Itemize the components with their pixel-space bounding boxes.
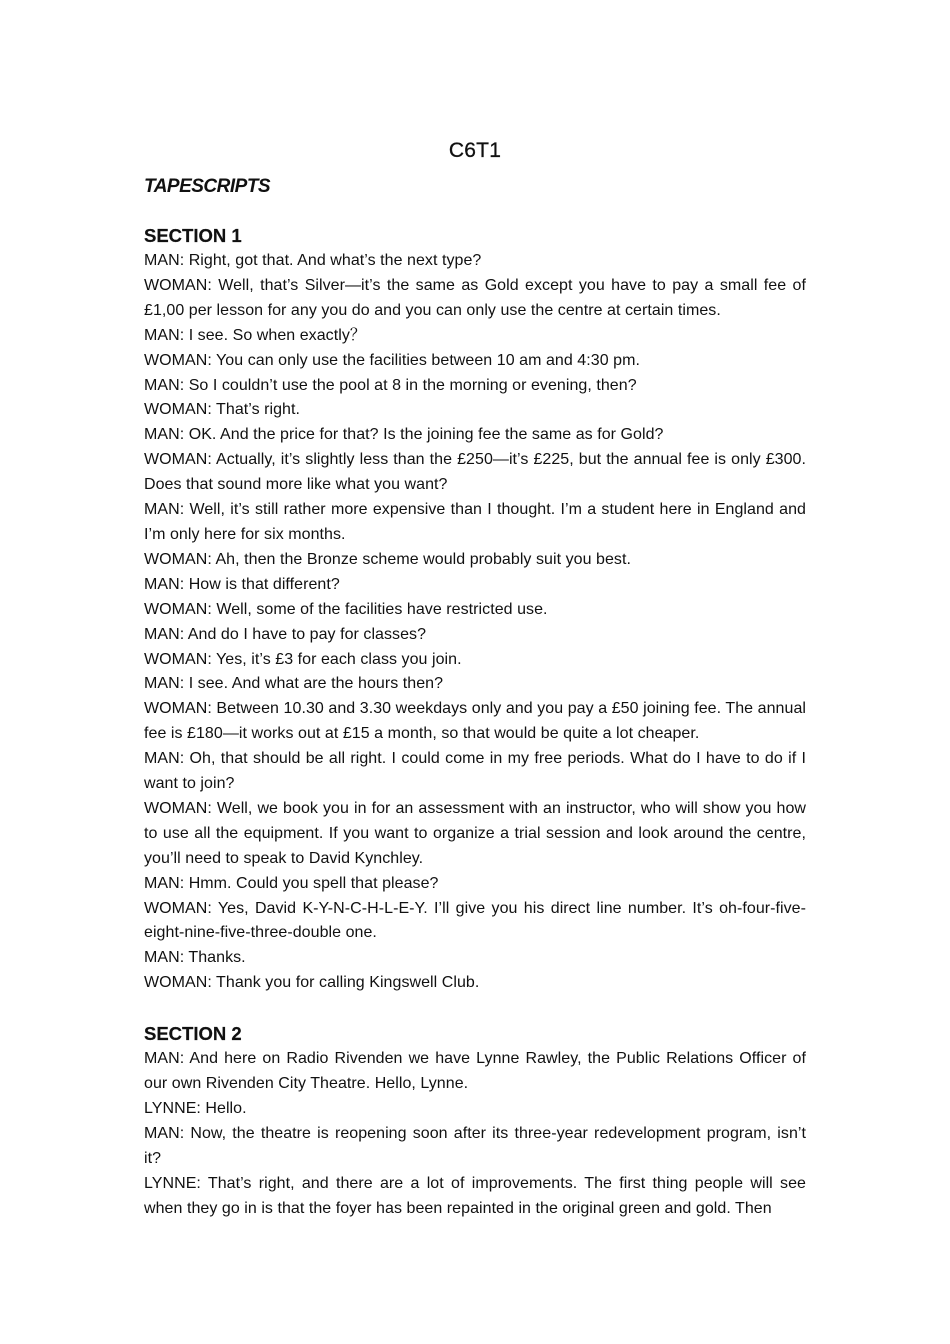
dialogue-line: MAN: Oh, that should be all right. I could come in my free periods. What do I have to do if I want to join?: [144, 750, 806, 793]
dialogue-line: WOMAN: That’s right.: [144, 401, 300, 419]
dialogue-line: MAN: And here on Radio Rivenden we have Lynne Rawley, the Public Relations Officer of our own Rivenden City Theatre. Hello, Lynne.: [144, 1050, 806, 1093]
dialogue-line: WOMAN: Yes, David K-Y-N-C-H-L-E-Y. I’ll give you his direct line number. It’s oh-four-five-eight-nine-five-three-double one.: [144, 899, 806, 942]
section-2: [144, 1021, 806, 1221]
dialogue-line: WOMAN: Thank you for calling Kingswell Club.: [144, 974, 480, 992]
section-1: [144, 223, 806, 996]
dialogue-line: MAN: OK. And the price for that? Is the joining fee the same as for Gold?: [144, 426, 664, 444]
dialogue-line: MAN: I see. And what are the hours then?: [144, 675, 444, 693]
dialogue-line: MAN: And do I have to pay for classes?: [144, 625, 427, 643]
dialogue-line: WOMAN: Actually, it’s slightly less than the £250—it’s £225, but the annual fee is only £300. Does that sound more like what you want?: [144, 451, 806, 494]
section-heading: SECTION 1: [144, 225, 242, 246]
dialogue-line: MAN: Thanks.: [144, 949, 246, 967]
document-subtitle: TAPESCRIPTS: [144, 176, 271, 197]
dialogue-line: LYNNE: That’s right, and there are a lot of improvements. The first thing people will see when they go in is that the foyer has been repainted in the original green and gold. Then: [144, 1174, 806, 1217]
dialogue-line: WOMAN: Well, that’s Silver—it’s the same as Gold except you have to pay a small fee of £1,00 per lesson for any you do and you can only use the centre at certain times.: [144, 276, 806, 319]
dialogue-line: MAN: How is that different?: [144, 575, 340, 593]
section-heading: SECTION 2: [144, 1023, 242, 1045]
dialogue-line: WOMAN: You can only use the facilities between 10 am and 4:30 pm.: [144, 351, 640, 369]
dialogue-line: WOMAN: Yes, it’s £3 for each class you join.: [144, 650, 462, 668]
document-page: [144, 137, 806, 1222]
dialogue-line: LYNNE: Hello.: [144, 1100, 247, 1117]
dialogue-line: MAN: I see. So when exactly？: [144, 326, 366, 344]
document-title: C6T1: [448, 139, 502, 162]
dialogue-line: MAN: Hmm. Could you spell that please?: [144, 874, 439, 892]
dialogue-line: WOMAN: Between 10.30 and 3.30 weekdays only and you pay a £50 joining fee. The annual fee is £180—it works out at £15 a month, so that would be quite a lot cheaper.: [144, 700, 806, 743]
dialogue-line: WOMAN: Well, we book you in for an assessment with an instructor, who will show you how to use all the equipment. If you want to organize a trial session and look around the centre, you’ll need to speak to David Kynchley.: [144, 799, 806, 867]
dialogue-line: MAN: Well, it’s still rather more expensive than I thought. I’m a student here in England and I’m only here for six months.: [144, 501, 806, 543]
dialogue-line: MAN: Right, got that. And what’s the next type?: [144, 252, 482, 269]
dialogue-line: WOMAN: Ah, then the Bronze scheme would probably suit you best.: [144, 550, 631, 568]
dialogue-line: WOMAN: Well, some of the facilities have restricted use.: [144, 600, 548, 618]
dialogue-line: MAN: So I couldn’t use the pool at 8 in the morning or evening, then?: [144, 376, 637, 394]
dialogue-line: MAN: Now, the theatre is reopening soon after its three-year redevelopment program, isn’t it?: [144, 1124, 806, 1167]
